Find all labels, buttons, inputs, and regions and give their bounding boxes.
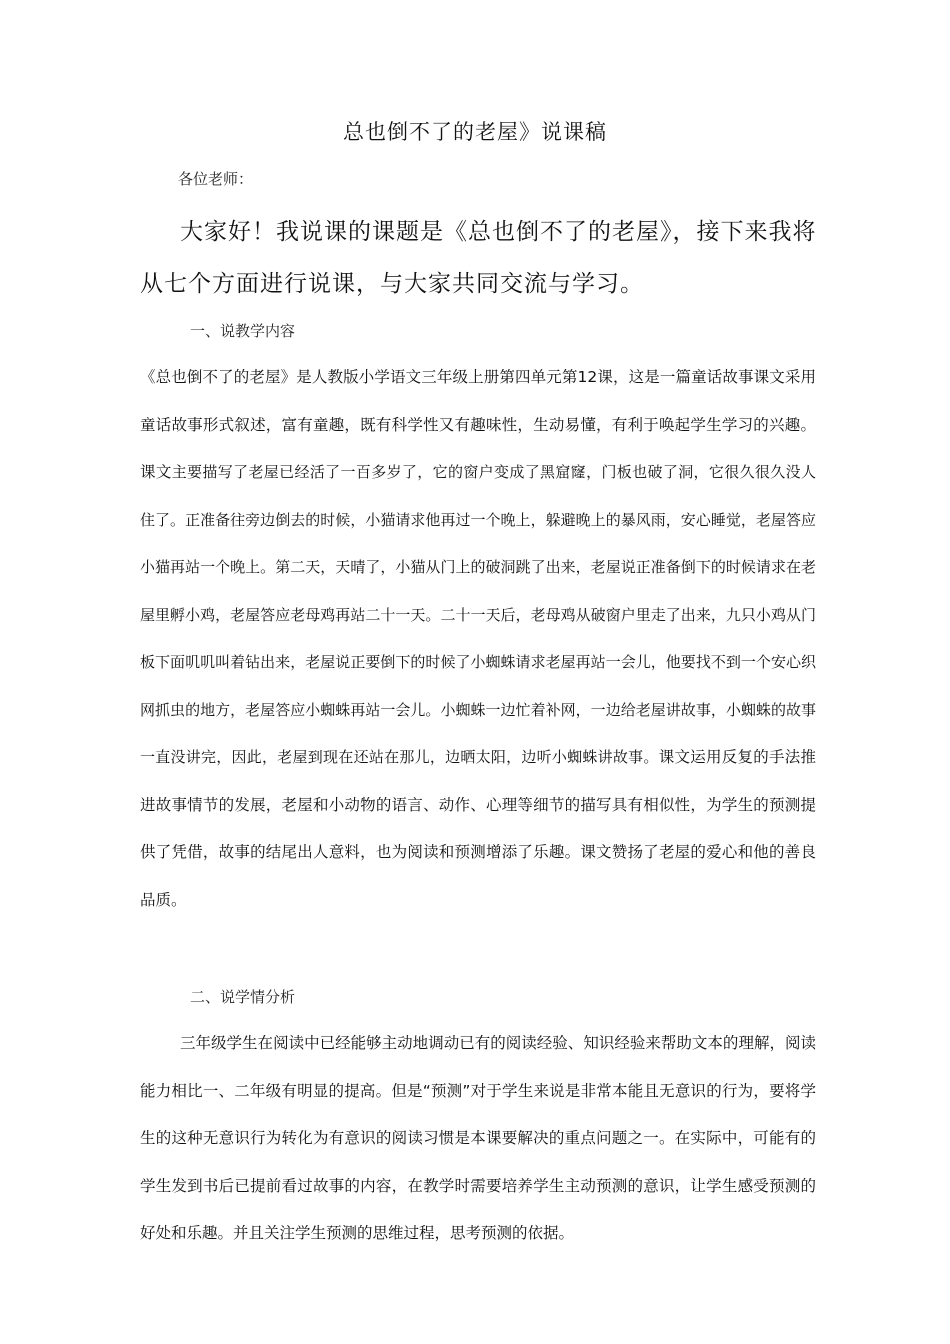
- section-heading-teaching-content: 一、说教学内容: [190, 322, 296, 340]
- student-analysis-text: 三年级学生在阅读中已经能够主动地调动已有的阅读经验、知识经验来帮助文本的理解，阅读能力相比一、二年级有明显的提高。但是“预测”对于学生来说是非常本能且无意识的行为，要将学生的这种无意识行为转化为有意识的阅读习惯是本课要解决的重点问题之一。在实际中，可能有的学生发到书后已提前看过故事的内容，在教学时需要培养学生主动预测的意识，让学生感受预测的好处和乐趣。并且关注学生预测的思维过程，思考预测的依据。: [140, 1034, 816, 1242]
- teaching-content-text-c: 课文运用反复的手法推进故事情节的发展，老屋和小动物的语言、动作、心理等细节的描写具有相似性，为学生的预测提供了凭借，故事的结尾出人意料，也为阅读和预测增添了乐趣。课文赞扬了老屋的爱心和他的善良品质。: [140, 748, 816, 909]
- student-analysis-paragraph: [140, 1020, 816, 1258]
- teaching-content-paragraph: [140, 354, 816, 924]
- greeting: 各位老师：: [178, 170, 254, 188]
- teaching-content-text-b: 主要描写了老屋已经活了一百多岁了，它的窗户变成了黑窟窿，门板也破了洞，它很久很久没人住了。正准备往旁边倒去的时候，小猫请求他再过一个晚上，躲避晚上的暴风雨，安心睡觉，老屋答应小猫再站一个晚上。第二天，天晴了，小猫从门上的破洞跳了出来，老屋说正准备倒下的时候请求在老屋里孵小鸡，老屋答应老母鸡再站二十一天。二十一天后，老母鸡从破窗户里走了出来，九只小鸡从门板下面叽叽叫着钻出来，老屋说正要倒下的时候了小蜘蛛请求老屋再站一会儿，他要找不到一个安心织网抓虫的地方，老屋答应小蜘蛛再站一会儿。小蜘蛛一边忙着补网，一边给老屋讲故事，小蜘蛛的故事一直没讲完，因此，老屋到现在还站在那儿，边晒太阳，边听小蜘蛛讲故事。: [140, 463, 816, 766]
- intro-paragraph: 大家好！我说课的课题是《总也倒不了的老屋》，接下来我将从七个方面进行说课，与大家共同交流与学习。: [140, 219, 817, 297]
- teaching-content-text-a: 《总也倒不了的老屋》是人教版小学语文三年级上册第四单元第12课，这是一篇童话故事课文采用童话故事形式叙述，富有童趣，既有科学性又有趣味性，生动易懂，有利于唤起学生学习的兴趣。课文: [140, 368, 816, 481]
- page-title: 总也倒不了的老屋》说课稿: [343, 120, 607, 144]
- section-heading-student-analysis: 二、说学情分析: [190, 988, 296, 1006]
